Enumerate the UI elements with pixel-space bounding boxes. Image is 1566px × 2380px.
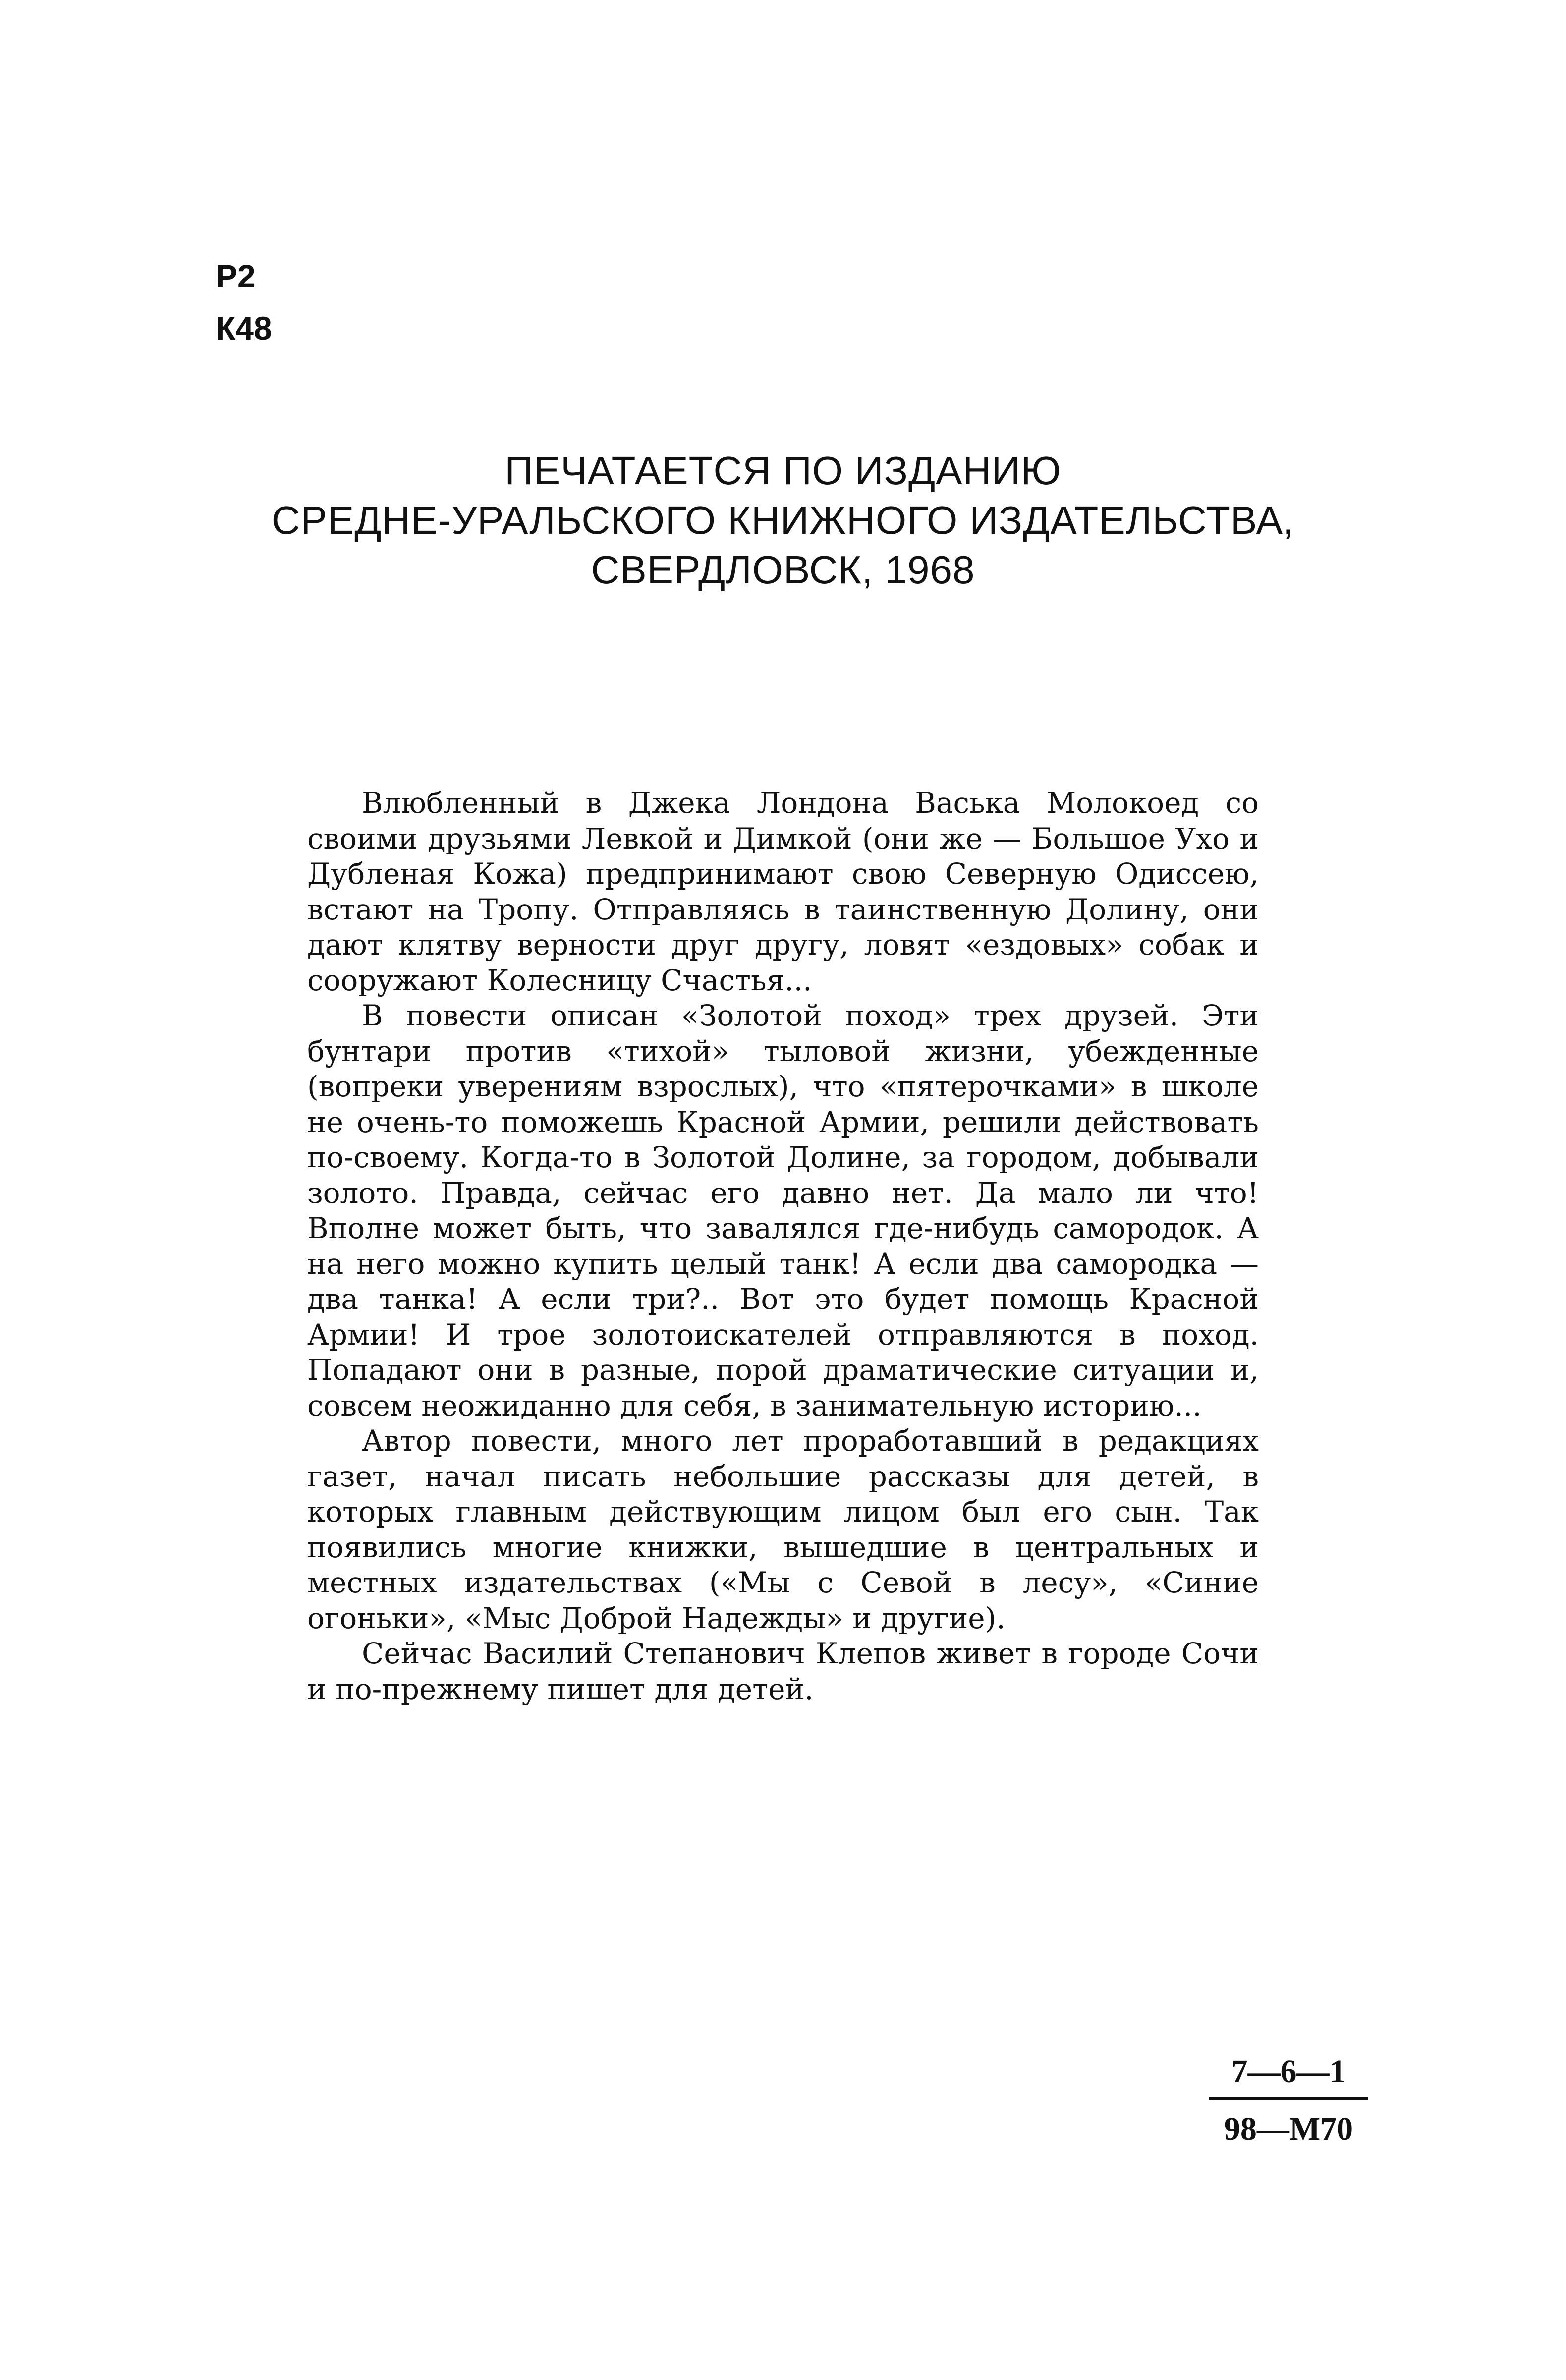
annotation-paragraph: Влюбленный в Джека Лондона Васька Молокоед со своими друзьями Левкой и Димкой (они же — Большое Ухо и Дубленая Кожа) предпринимают свою Северную Одиссею, встают на Тропу. Отправляясь в таинственную Долину, они дают клятву верности друг другу, ловят «ездовых» собак и сооружают Колесницу Счастья...: [307, 786, 1259, 997]
print-code-numerator: 7—6—1: [1209, 2052, 1368, 2100]
annotation-paragraph: Автор повести, много лет проработавший в редакциях газет, начал писать небольшие рассказы для детей, в которых главным действующим лицом был его сын. Так появились многие книжки, вышедшие в центральных и местных издательствах («Мы с Севой в лесу», «Синие огоньки», «Мыс Доброй Надежды» и другие).: [307, 1424, 1259, 1635]
imprint-notice: [248, 446, 1318, 595]
imprint-line-1: ПЕЧАТАЕТСЯ ПО ИЗДАНИЮ: [504, 449, 1062, 493]
annotation-paragraph: Сейчас Василий Степанович Клепов живет в городе Сочи и по-прежнему пишет для детей.: [307, 1637, 1259, 1706]
imprint-line-3: СВЕРДЛОВСК, 1968: [591, 548, 975, 592]
imprint-line-2: СРЕДНЕ-УРАЛЬСКОГО КНИЖНОГО ИЗДАТЕЛЬСТВА,: [271, 498, 1295, 542]
print-code-denominator: 98—М70: [1224, 2111, 1353, 2147]
print-code: [1209, 2052, 1368, 2149]
classification-codes: [216, 250, 272, 354]
book-annotation: [307, 786, 1259, 1707]
annotation-paragraph: В повести описан «Золотой поход» трех друзей. Эти бунтари против «тихой» тыловой жизни, убежденные (вопреки уверениям взрослых), что «пятерочками» в школе не очень-то поможешь Красной Армии, решили действовать по-своему. Когда-то в Золотой Долине, за городом, добывали золото. Правда, сейчас его давно нет. Да мало ли что! Вполне может быть, что завалялся где-нибудь самородок. А на него можно купить целый танк! А если два самородка — два танка! А если три?.. Вот это будет помощь Красной Армии! И трое золотоискателей отправляются в поход. Попадают они в разные, порой драматические ситуации и, совсем неожиданно для себя, в занимательную историю...: [307, 999, 1259, 1422]
author-mark: К48: [216, 310, 272, 346]
bbk-index: Р2: [216, 258, 256, 294]
